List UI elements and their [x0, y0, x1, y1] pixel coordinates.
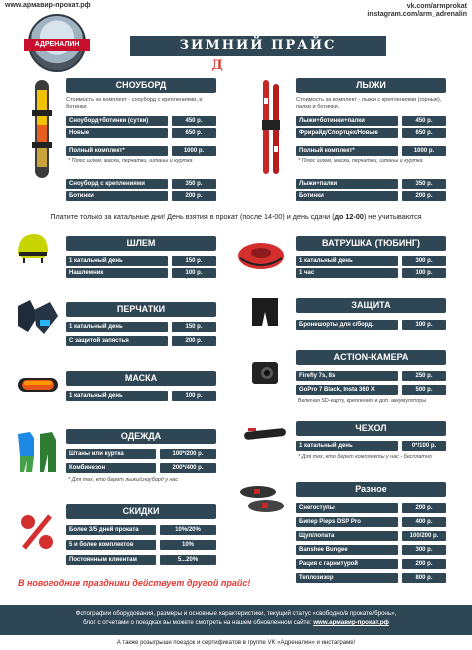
page-title: ЗИМНИЙ ПРАЙС АДРЕНАЛИН: [130, 36, 386, 56]
misc-header: Разное: [296, 482, 446, 497]
skis-row-price: 200 р.: [402, 191, 446, 201]
holiday-notice: В новогодние праздники действует другой прайс!: [18, 578, 251, 588]
misc-row-label: Рация с гарнитурой: [296, 559, 398, 569]
footer-info: [0, 605, 472, 635]
camera-row-label: GoPro 7 Black, Insta 360 X: [296, 385, 398, 395]
clothes-row-label: Комбинезон: [66, 463, 156, 473]
tubing-row-label: 1 час: [296, 268, 398, 278]
helmet-icon: [16, 232, 50, 266]
helmet-row-price: 100 р.: [172, 268, 216, 278]
skis-header: ЛЫЖИ: [296, 78, 446, 93]
snowboard-row-label: Ботинки: [66, 191, 168, 201]
instagram-link[interactable]: instagram.com/arm_adrenalin: [367, 11, 467, 18]
footer-bottom-note: А также розыгрыши поездок и сертификатов в группе VK «Адреналин» и инстаграме!: [116, 640, 356, 646]
skis-row-label: Фрирайд/Спортцех/Новые: [296, 128, 398, 138]
misc-row-price: 100/200 р.: [402, 531, 446, 541]
tubing-icon: [236, 238, 286, 272]
misc-row-label: Снегоступы: [296, 503, 398, 513]
clothes-row-label: Штаны или куртка: [66, 449, 156, 459]
helmet-header: ШЛЕМ: [66, 236, 216, 251]
snowshoes-icon: [238, 482, 288, 516]
skis-row-price: 650 р.: [402, 128, 446, 138]
clothes-icon: [14, 430, 60, 474]
helmet-row-label: Нашлемник: [66, 268, 168, 278]
snowboard-row-price: 450 р.: [172, 116, 216, 126]
adrenalin-logo: [28, 14, 86, 72]
snowboard-row-label: Новые: [66, 128, 168, 138]
protection-header: ЗАЩИТА: [296, 298, 446, 313]
clothes-header: ОДЕЖДА: [66, 429, 216, 444]
camera-row-price: 500 р.: [402, 385, 446, 395]
cover-row-price: 0*/100 р.: [402, 441, 446, 451]
protection-shorts-icon: [250, 296, 280, 330]
misc-row-label: Теплозизор: [296, 573, 398, 583]
snowboard-row-price: 650 р.: [172, 128, 216, 138]
mask-header: МАСКА: [66, 371, 216, 386]
tubing-row-price: 100 р.: [402, 268, 446, 278]
site-url[interactable]: www.армавир-прокат.рф: [5, 2, 91, 9]
protection-row-price: 100 р.: [402, 320, 446, 330]
skis-icon: [260, 80, 284, 176]
skis-note: * Плюс шлем, маска, перчатки, штаны и куртка: [298, 158, 423, 164]
skis-row-price: 1000 р.: [402, 146, 446, 156]
mask-row-price: 100 р.: [172, 391, 216, 401]
misc-row-label: Бипер Pieps DSP Pro: [296, 517, 398, 527]
gloves-header: ПЕРЧАТКИ: [66, 302, 216, 317]
skis-row-price: 450 р.: [402, 116, 446, 126]
misc-row-price: 300 р.: [402, 545, 446, 555]
vk-link[interactable]: vk.com/armprokat: [406, 3, 467, 10]
misc-row-price: 200 р.: [402, 559, 446, 569]
misc-row-price: 400 р.: [402, 517, 446, 527]
snowboard-row-price: 1000 р.: [172, 146, 216, 156]
skis-row-price: 350 р.: [402, 179, 446, 189]
camera-note: Включая SD-карту, крепления и доп. аккумуляторы: [298, 398, 427, 404]
discounts-row-value: 5...20%: [160, 555, 216, 565]
tubing-header: ВАТРУШКА (ТЮБИНГ): [296, 236, 446, 251]
snowboard-row-label: Полный комплект*: [66, 146, 168, 156]
clothes-note: * Для тех, кто берет лыжи/сноуборд у нас: [68, 477, 179, 483]
gloves-row-price: 150 р.: [172, 322, 216, 332]
helmet-row-price: 150 р.: [172, 256, 216, 266]
tubing-row-price: 300 р.: [402, 256, 446, 266]
discounts-row-value: 10%: [160, 540, 216, 550]
misc-row-label: Banshee Bungee: [296, 545, 398, 555]
snowboard-icon: [26, 80, 56, 180]
footer-site-link[interactable]: www.армавир-прокат.рф: [313, 619, 389, 626]
misc-row-label: Щуп/лопата: [296, 531, 398, 541]
ski-mask-icon: [16, 372, 60, 396]
mask-row-label: 1 катальный день: [66, 391, 168, 401]
snowboard-description: Стоимость за комплект - сноуборд с креплениями, и ботинки.: [66, 97, 203, 110]
gloves-row-price: 200 р.: [172, 336, 216, 346]
gloves-row-label: 1 катальный день: [66, 322, 168, 332]
helmet-row-label: 1 катальный день: [66, 256, 168, 266]
ski-cover-icon: [242, 420, 288, 444]
snowboard-header: СНОУБОРД: [66, 78, 216, 93]
camera-row-label: Firefly 7s, 8s: [296, 371, 398, 381]
discounts-row-value: 10%/20%: [160, 525, 216, 535]
snowboard-row-label: Сноуборд с креплениями: [66, 179, 168, 189]
cover-row-label: 1 катальный день: [296, 441, 398, 451]
footer-line-1: Фотографии оборудования, размеры и основные характеристики, текущий статус «свободно/в прокате/бронь»,: [75, 610, 397, 617]
discounts-row-label: Более 3/5 дней проката: [66, 525, 156, 535]
camera-header: ACTION-КАМЕРА: [296, 350, 446, 365]
footer-line-2: блог с отчетами о поездках вы можете смотреть на нашем обновленном сайте: www.армавир-прокат.рф: [83, 619, 389, 626]
skis-row-label: Лыжи+палки: [296, 179, 398, 189]
tubing-row-label: 1 катальный день: [296, 256, 398, 266]
logo-text: АДРЕНАЛИН: [24, 39, 90, 51]
discounts-row-label: 5 и более комплектов: [66, 540, 156, 550]
percent-icon: [18, 512, 56, 552]
misc-row-price: 200 р.: [402, 503, 446, 513]
gloves-row-label: С защитой запястья: [66, 336, 168, 346]
snowboard-row-price: 200 р.: [172, 191, 216, 201]
skis-description: Стоимость за комплект - лыжи с креплениями (горные), палки и ботинки.: [296, 97, 442, 110]
snowboard-row-price: 350 р.: [172, 179, 216, 189]
misc-row-price: 800 р.: [402, 573, 446, 583]
gloves-icon: [14, 296, 60, 336]
clothes-row-price: 200*/400 р.: [160, 463, 216, 473]
discounts-header: СКИДКИ: [66, 504, 216, 519]
discounts-row-label: Постоянным клиентам: [66, 555, 156, 565]
skis-row-label: Лыжи+ботинки+палки: [296, 116, 398, 126]
action-camera-icon: [250, 360, 280, 386]
rental-rules: Платите только за катальные дни! День взятия в прокат (после 14-00) и день сдачи (до 12-00) не учитываются: [50, 212, 422, 221]
snowboard-row-label: Сноуборд+ботинки (сутки): [66, 116, 168, 126]
cover-note: * Для тех, кто берет комплекты у нас - бесплатно: [298, 454, 432, 460]
skis-row-label: Ботинки: [296, 191, 398, 201]
clothes-row-price: 100*/200 р.: [160, 449, 216, 459]
camera-row-price: 250 р.: [402, 371, 446, 381]
skis-row-label: Полный комплект*: [296, 146, 398, 156]
snowboard-note: * Плюс шлем, маска, перчатки, штаны и куртка: [68, 158, 193, 164]
protection-row-label: Бронешорты для с/борд.: [296, 320, 398, 330]
cover-header: ЧЕХОЛ: [296, 421, 446, 436]
